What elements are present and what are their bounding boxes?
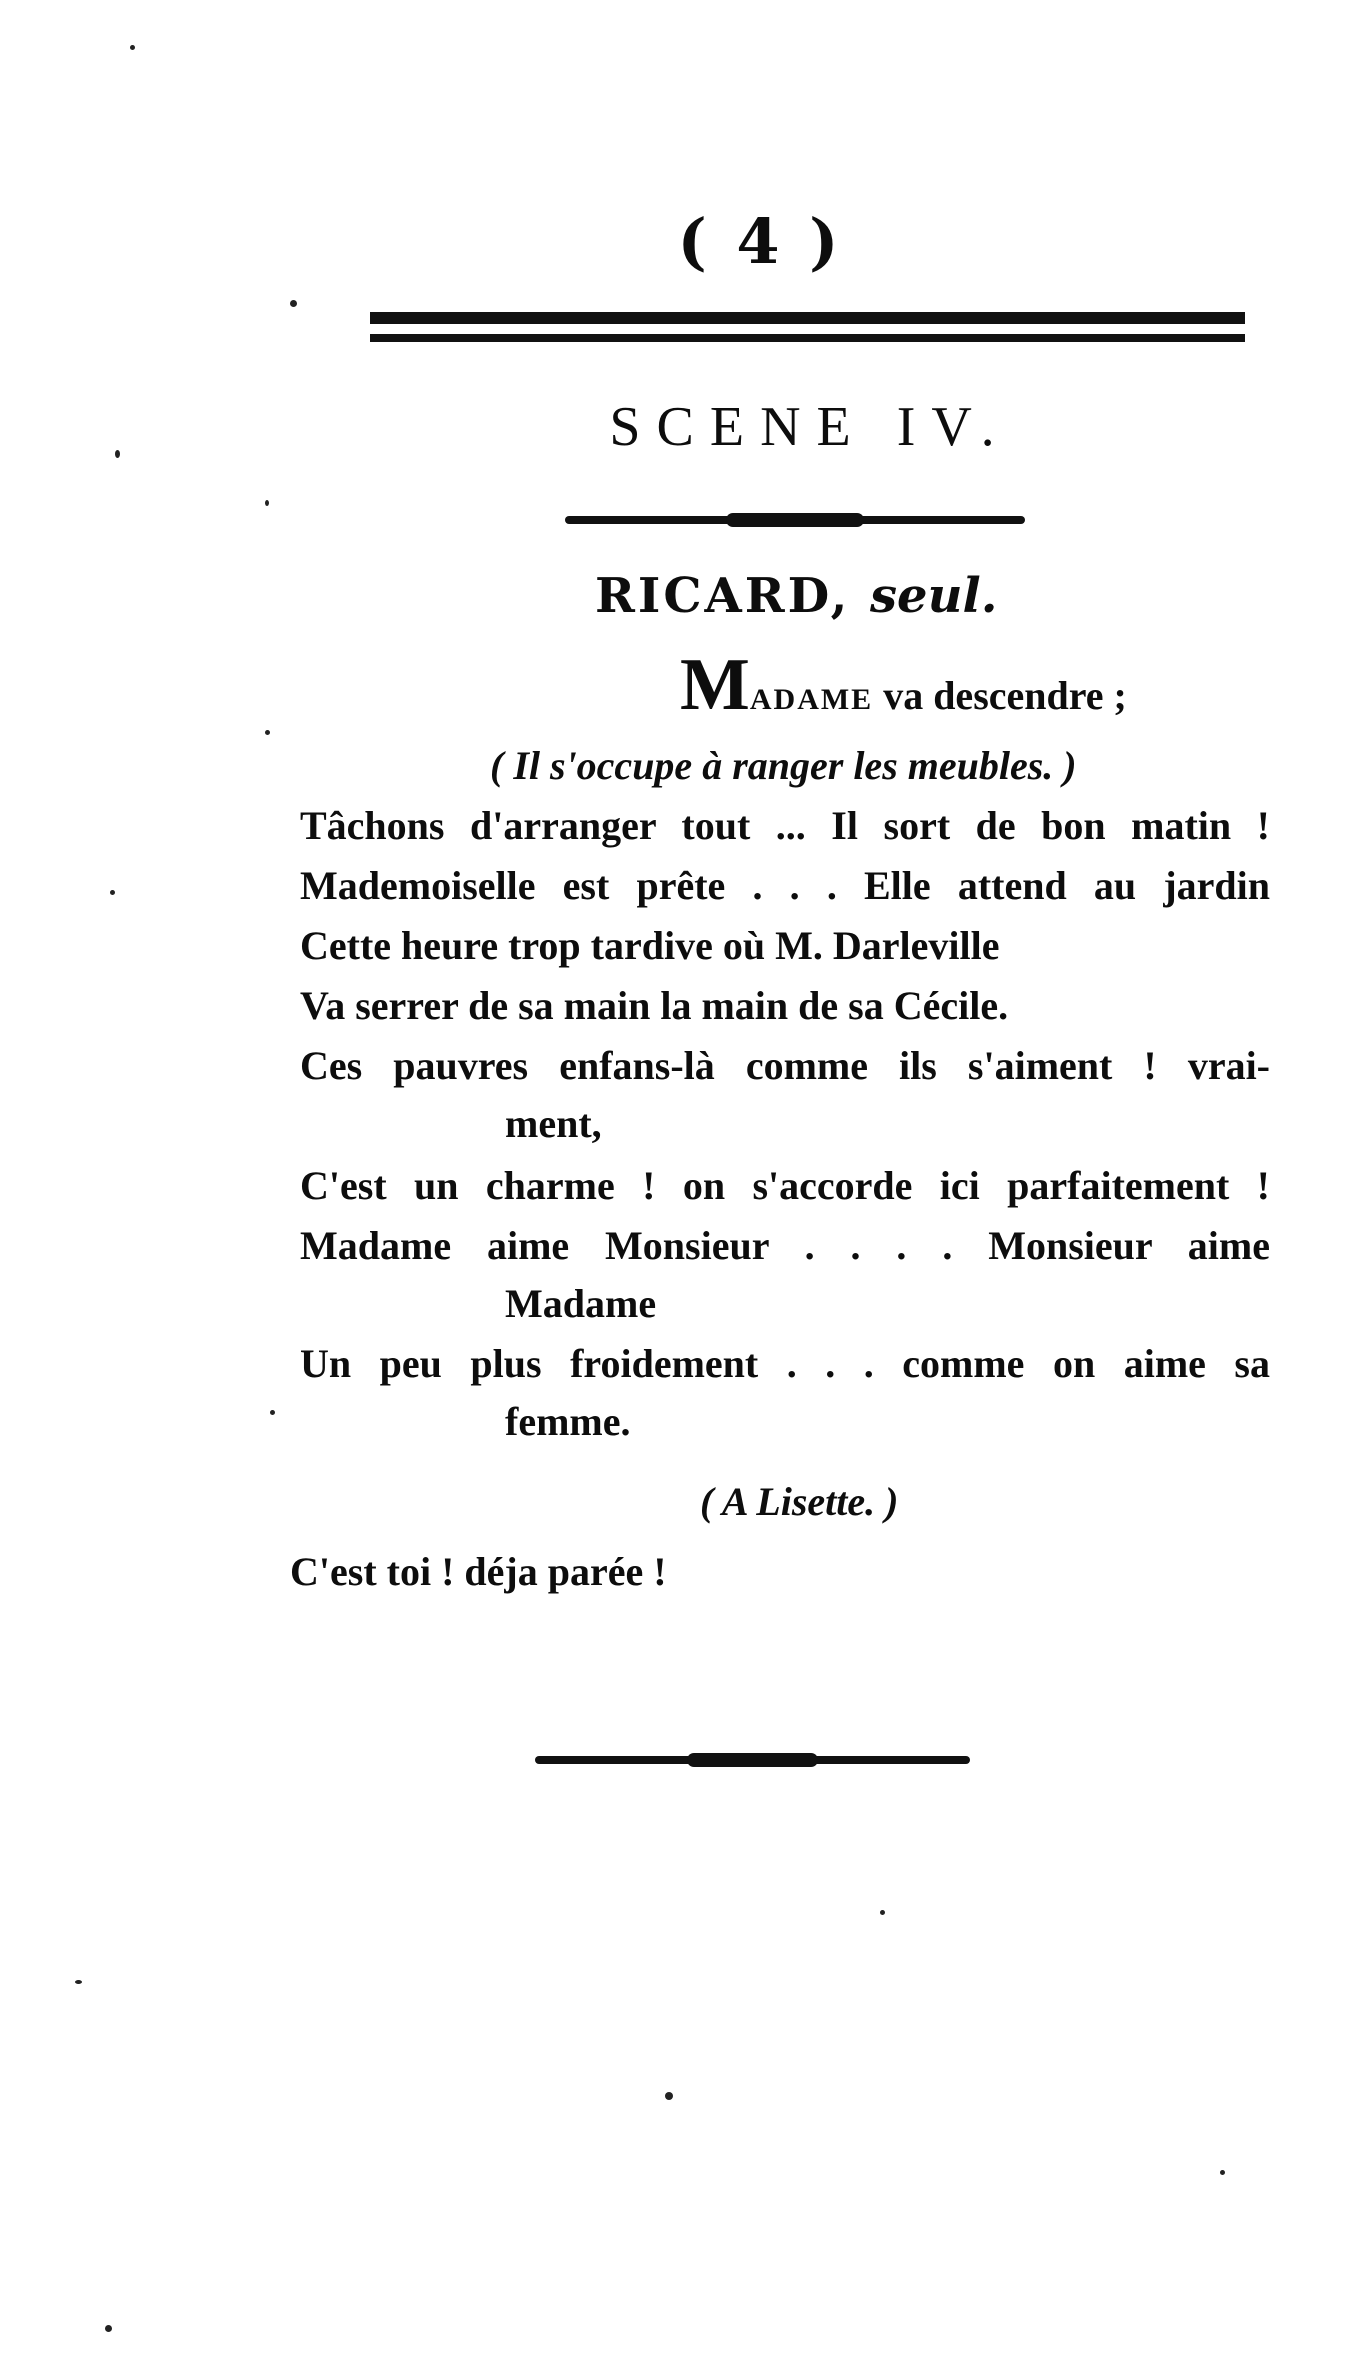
scan-speck [880, 1910, 885, 1915]
stage-direction-1: ( Il s'occupe à ranger les meubles. ) [490, 743, 1077, 788]
scan-speck [105, 2325, 112, 2332]
header-rule-thin [370, 334, 1245, 342]
stage-direction-2: ( A Lisette. ) [700, 1479, 899, 1524]
verse-line-3: Mademoiselle est prête . . . Elle attend au jardin [300, 863, 1270, 908]
verse-line-10: C'est toi ! déja parée ! [290, 1549, 667, 1594]
small-caps-word: ADAME [749, 683, 874, 716]
scan-speck [270, 1410, 275, 1415]
scan-speck [665, 2092, 673, 2100]
scene-title-rule [565, 516, 1025, 524]
speaker-heading [595, 568, 997, 624]
verse-line-4: Cette heure trop tardive où M. Darleville [300, 923, 1000, 968]
header-double-rule [370, 312, 1245, 350]
verse-line-5: Va serrer de sa main la main de sa Cécile. [300, 983, 1009, 1028]
scan-speck [130, 45, 135, 50]
verse-line-1-rest: va descendre ; [873, 673, 1127, 718]
scan-speck [265, 500, 269, 506]
verse-line-6: Ces pauvres enfans-là comme ils s'aiment ! vrai- [300, 1043, 1270, 1088]
speaker-note: seul. [870, 568, 998, 624]
verse-line-1 [680, 644, 1127, 726]
scan-speck [1220, 2170, 1225, 2175]
verse-line-8-continuation: Madame [505, 1281, 657, 1326]
scan-speck [110, 890, 115, 895]
drop-cap: M [680, 644, 750, 726]
verse-line-6-continuation: ment, [505, 1101, 602, 1146]
scan-speck [115, 450, 120, 458]
page-number: ( 4 ) [677, 205, 843, 278]
scan-speck [265, 730, 270, 735]
verse-line-8: Madame aime Monsieur . . . . Monsieur aime [300, 1223, 1270, 1268]
scene-title: SCENE IV. [609, 396, 1011, 458]
closing-rule [535, 1756, 970, 1764]
verse-line-2: Tâchons d'arranger tout ... Il sort de bon matin ! [300, 803, 1270, 848]
speaker-name: RICARD, [595, 568, 851, 624]
verse-line-9: Un peu plus froidement . . . comme on aime sa [300, 1341, 1270, 1386]
verse-line-7: C'est un charme ! on s'accorde ici parfaitement ! [300, 1163, 1270, 1208]
scan-speck [290, 300, 297, 307]
scan-speck [75, 1980, 82, 1984]
header-rule-thick [370, 312, 1245, 324]
verse-line-9-continuation: femme. [505, 1399, 631, 1444]
